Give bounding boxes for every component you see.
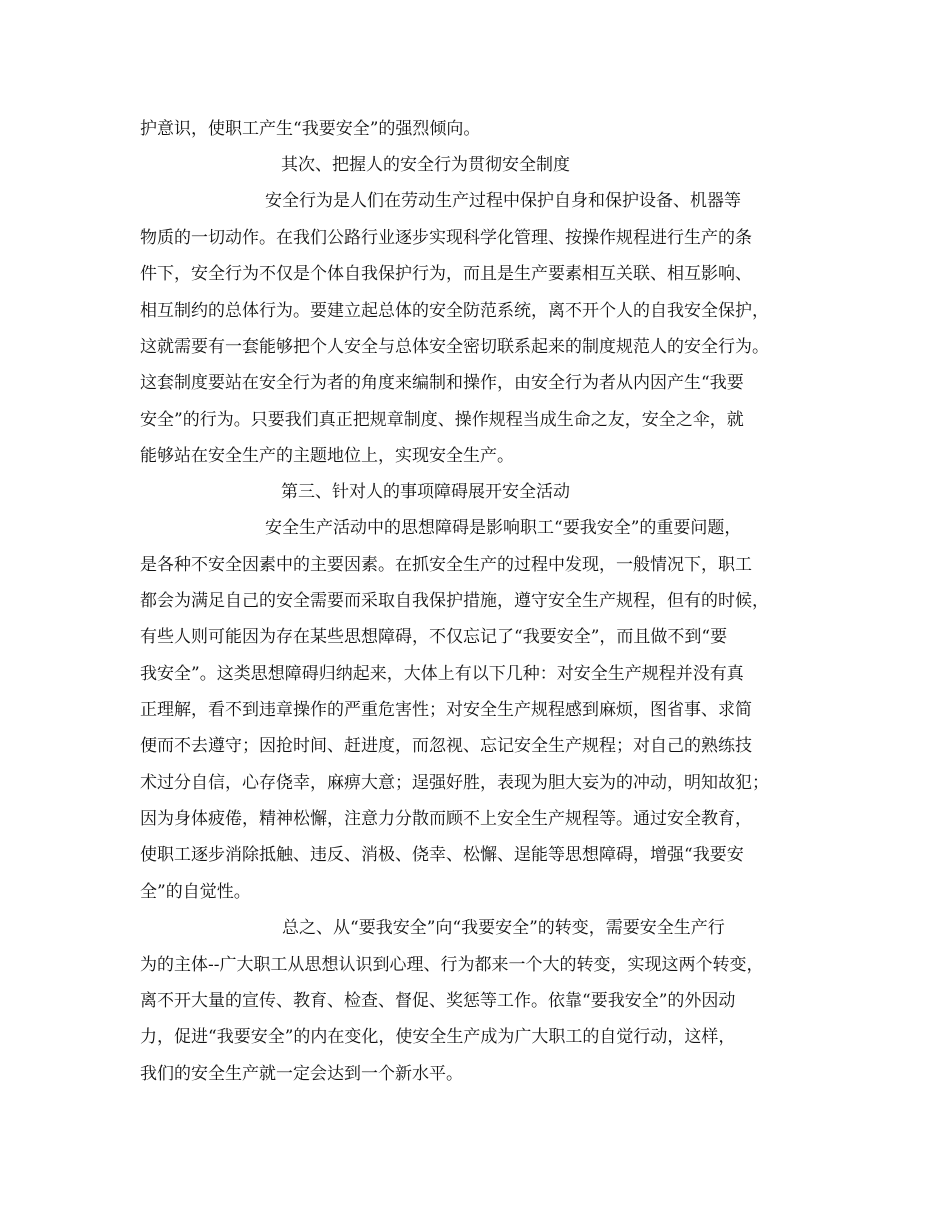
text-line: 离不开大量的宣传、教育、检查、督促、奖惩等工作。依靠“要我安全”的外因动 xyxy=(140,991,736,1011)
text-line: 力，促进“我要安全”的内在变化，使安全生产成为广大职工的自觉行动，这样， xyxy=(140,1027,736,1047)
text-line: 安全”的行为。只要我们真正把规章制度、操作规程当成生命之友，安全之伞，就 xyxy=(140,410,744,430)
text-line: 全”的自觉性。 xyxy=(140,882,251,902)
text-line: 术过分自信，心存侥幸，麻痹大意；逞强好胜，表现为胆大妄为的冲动，明知故犯； xyxy=(140,773,769,793)
text-line: 都会为满足自己的安全需要而采取自我保护措施，遵守安全生产规程，但有的时候， xyxy=(140,591,769,611)
section-heading: 其次、把握人的安全行为贯彻安全制度 xyxy=(281,155,570,175)
text-line: 我们的安全生产就一定会达到一个新水平。 xyxy=(140,1064,463,1084)
paragraph-first-line: 安全行为是人们在劳动生产过程中保护自身和保护设备、机器等 xyxy=(265,191,741,211)
text-line: 有些人则可能因为存在某些思想障碍，不仅忘记了“我要安全”，而且做不到“要 xyxy=(140,627,728,647)
text-line: 相互制约的总体行为。要建立起总体的安全防范系统，离不开个人的自我安全保护， xyxy=(140,301,769,321)
text-line: 这套制度要站在安全行为者的角度来编制和操作，由安全行为者从内因产生“我要 xyxy=(140,373,744,393)
text-line: 是各种不安全因素中的主要因素。在抓安全生产的过程中发现，一般情况下，职工 xyxy=(140,555,752,575)
text-line: 这就需要有一套能够把个人安全与总体安全密切联系起来的制度规范人的安全行为。 xyxy=(140,337,769,357)
text-line: 便而不去遵守；因抢时间、赶进度，而忽视、忘记安全生产规程；对自己的熟练技 xyxy=(140,736,752,756)
text-line: 为的主体--广大职工从思想认识到心理、行为都来一个大的转变，实现这两个转变， xyxy=(140,955,764,975)
paragraph-first-line: 总之、从“要我安全”向“我要安全”的转变，需要安全生产行 xyxy=(282,918,725,938)
text-line: 护意识，使职工产生“我要安全”的强烈倾向。 xyxy=(140,119,481,139)
text-line: 因为身体疲倦，精神松懈，注意力分散而顾不上安全生产规程等。通过安全教育， xyxy=(140,809,752,829)
text-line: 正理解，看不到违章操作的严重危害性；对安全生产规程感到麻烦，图省事、求简 xyxy=(140,700,752,720)
paragraph-first-line: 安全生产活动中的思想障碍是影响职工“要我安全”的重要问题， xyxy=(265,518,742,538)
text-line: 我安全”。这类思想障碍归纳起来，大体上有以下几种：对安全生产规程并没有真 xyxy=(140,664,744,684)
section-heading: 第三、针对人的事项障碍展开安全活动 xyxy=(281,482,570,502)
text-line: 件下，安全行为不仅是个体自我保护行为，而且是生产要素相互关联、相互影响、 xyxy=(140,264,752,284)
text-line: 物质的一切动作。在我们公路行业逐步实现科学化管理、按操作规程进行生产的条 xyxy=(140,228,752,248)
text-line: 使职工逐步消除抵触、违反、消极、侥幸、松懈、逞能等思想障碍，增强“我要安 xyxy=(140,845,744,865)
text-line: 能够站在安全生产的主题地位上，实现安全生产。 xyxy=(140,446,514,466)
